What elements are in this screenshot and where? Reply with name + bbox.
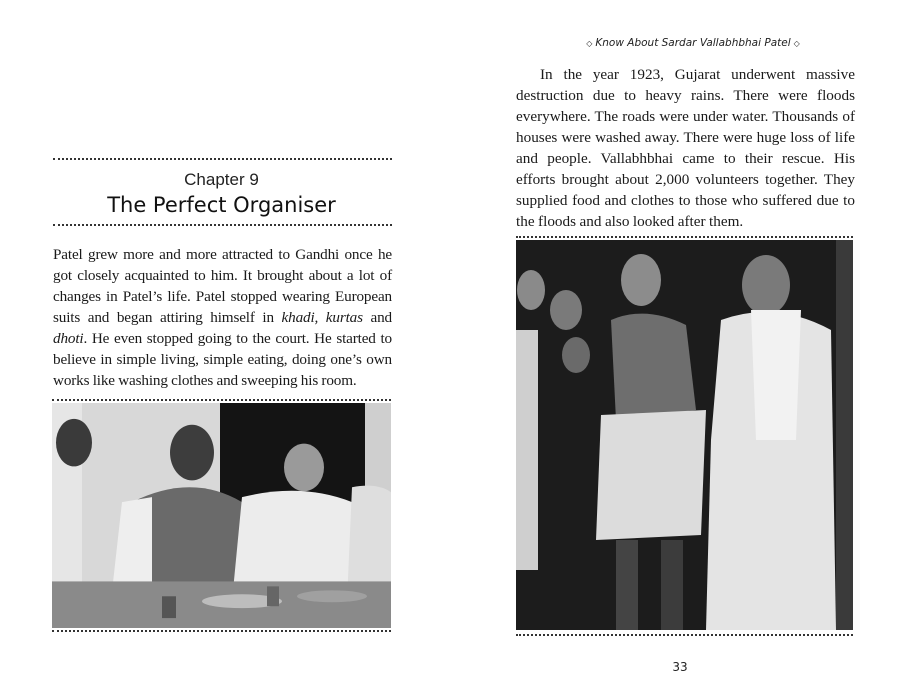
running-head-text: Know About Sardar Vallabhbhai Patel <box>595 37 791 49</box>
photo-gandhi-patel-walking <box>516 240 853 630</box>
italic-term: khadi, kurtas <box>281 309 363 326</box>
ornament-diamond-icon: ◇ <box>793 38 800 48</box>
italic-term: dhoti <box>53 330 84 347</box>
photo-placeholder <box>52 403 391 628</box>
chapter-title: The Perfect Organiser <box>107 193 336 217</box>
paragraph-text: Patel grew more and more attracted to Gandhi once he got closely acquainted to him. It brought about a lot of changes in Patel’s life. Patel stopped wearing European suits and began attiring himself in <box>53 246 392 326</box>
paragraph-text: . He even stopped going to the court. He started to believe in simple living, simple eating, doing one’s own works like washing clothes and sweeping his room. <box>53 330 392 389</box>
ornament-diamond-icon: ◇ <box>586 38 593 48</box>
chapter-divider-bottom <box>53 224 392 226</box>
photo-border-top <box>516 236 853 238</box>
left-page <box>0 0 453 700</box>
photo-placeholder <box>516 240 853 630</box>
body-paragraph <box>53 244 392 391</box>
page-number: 33 <box>672 660 688 674</box>
chapter-number: Chapter 9 <box>184 170 259 189</box>
paragraph-text: and <box>362 309 392 326</box>
photo-border-bottom <box>516 634 853 636</box>
photo-border-bottom <box>52 630 391 632</box>
photo-patel-meal <box>52 403 391 628</box>
right-page <box>453 0 907 700</box>
photo-border-top <box>52 399 391 401</box>
chapter-divider-top <box>53 158 392 160</box>
body-paragraph: In the year 1923, Gujarat underwent massive destruction due to heavy rains. There were floods everywhere. The roads were under water. Thousands of houses were washed away. There were huge loss of life and people. Vallabhbhai came to their rescue. His efforts brought about 2,000 volunteers together. They supplied food and clothes to those who suffered due to the floods and also looked after them. <box>516 66 855 230</box>
running-head <box>563 37 823 49</box>
